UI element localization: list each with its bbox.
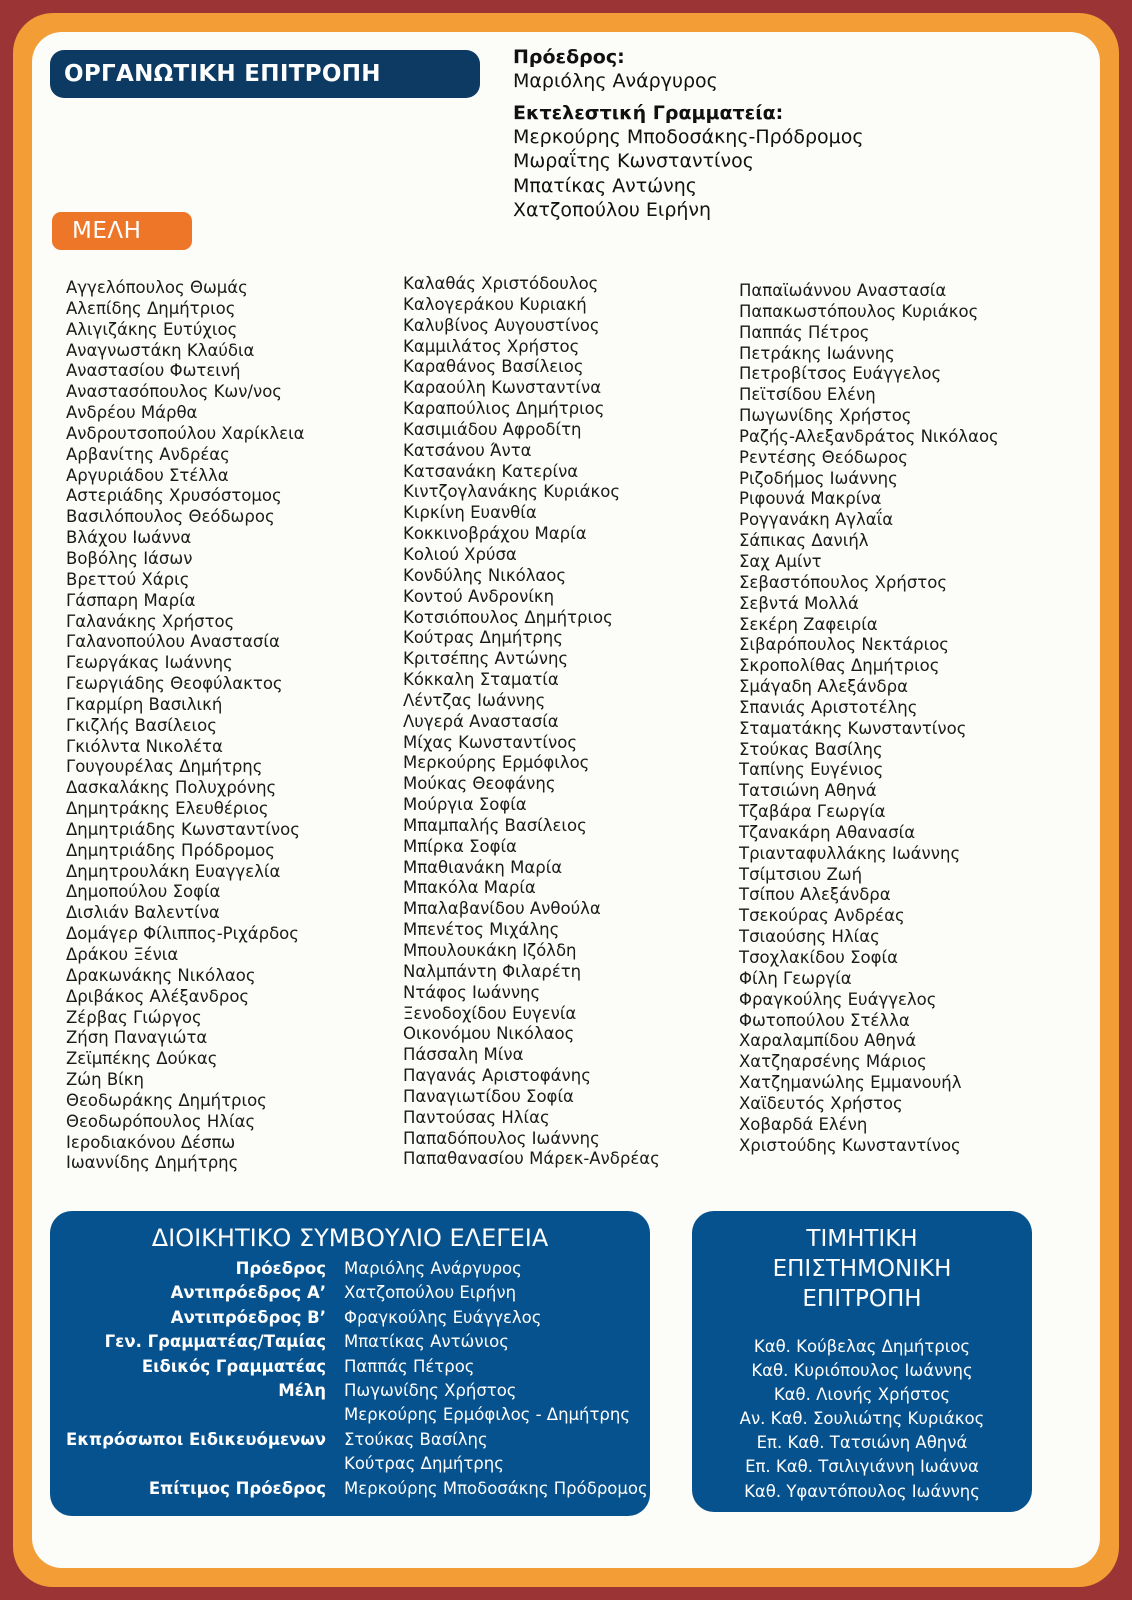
member-name: Ανδρουτσοπούλου Χαρίκλεια [66, 423, 305, 443]
member-name: Δημητρουλάκη Ευαγγελία [66, 861, 281, 881]
member-name: Δρακωνάκης Νικόλαος [66, 965, 256, 985]
member-name: Χατζημανώλης Εμμανουήλ [739, 1073, 962, 1093]
member-name: Γκιόλντα Νικολέτα [66, 736, 223, 756]
secretariat-label: Εκτελεστική Γραμματεία: [513, 101, 784, 124]
board-role: Επίτιμος Πρόεδρος [148, 1478, 326, 1498]
member-name: Μπαμπαλής Βασίλειος [403, 815, 587, 835]
board-row [50, 1428, 650, 1452]
board-row [50, 1306, 650, 1330]
member-name: Τριανταφυλλάκης Ιωάννης [739, 843, 961, 863]
member-name: Κολιού Χρύσα [403, 544, 517, 564]
member-name: Κατσάνου Άντα [403, 440, 532, 460]
member-name: Ιεροδιακόνου Δέσπω [66, 1132, 236, 1152]
member-name: Τατσιώνη Αθηνά [739, 781, 877, 801]
member-name: Ριφουνά Μακρίνα [739, 489, 882, 509]
president-label: Πρόεδρος: [513, 46, 625, 68]
secretariat-list [513, 125, 1013, 223]
member-name: Σεβντά Μολλά [739, 593, 859, 613]
member-name: Παναγιωτίδου Σοφία [403, 1086, 574, 1106]
board-row [50, 1477, 650, 1501]
member-name: Σπανιάς Αριστοτέλης [739, 697, 918, 717]
member-name: Λυγερά Αναστασία [403, 711, 559, 731]
member-name: Σαχ Αμίντ [739, 551, 822, 571]
organizing-committee-info [513, 45, 1013, 223]
member-name: Τσιαούσης Ηλίας [739, 927, 880, 947]
member-name: Παπαθανασίου Μάρεκ-Ανδρέας [403, 1149, 660, 1169]
member-name: Χοβαρδά Ελένη [739, 1114, 868, 1134]
member-name: Ανδρέου Μάρθα [66, 403, 198, 423]
member-name: Αργυριάδου Στέλλα [66, 465, 229, 485]
board-member: Μερκούρης Μποδοσάκης Πρόδρομος [344, 1478, 648, 1498]
member-name: Φίλη Γεωργία [739, 968, 852, 988]
member-name: Πεϊτσίδου Ελένη [739, 385, 876, 405]
scientific-committee-panel [692, 1211, 1032, 1512]
member-name: Χαϊδευτός Χρήστος [739, 1093, 903, 1113]
member-name: Μερκούρης Ερμόφιλος [403, 753, 590, 773]
member-name: Αναστασόπουλος Κων/νος [66, 382, 282, 402]
member-name: Τσίπου Αλεξάνδρα [739, 885, 891, 905]
member-name: Καμμιλάτος Χρήστος [403, 336, 580, 356]
member-name: Καραπούλιος Δημήτριος [403, 399, 605, 419]
member-name: Γάσπαρη Μαρία [66, 590, 196, 610]
scientific-committee-member: Καθ. Υφαντόπουλος Ιωάννης [744, 1481, 980, 1501]
member-name: Αστεριάδης Χρυσόστομος [66, 486, 282, 506]
member-name: Δημητράκης Ελευθέριος [66, 799, 269, 819]
member-name: Σάπικας Δανιήλ [739, 531, 869, 551]
secretariat-member: Μερκούρης Μποδοσάκης-Πρόδρομος [513, 125, 864, 148]
board-row [50, 1355, 650, 1379]
member-name: Σεκέρη Ζαφειρία [739, 614, 878, 634]
member-name: Δράκου Ξένια [66, 945, 179, 964]
member-name: Τζανακάρη Αθανασία [739, 822, 916, 842]
scientific-committee-member: Επ. Καθ. Τσιλιγιάννη Ιωάννα [745, 1457, 979, 1477]
organizing-committee-heading: ΟΡΓΑΝΩΤΙΚΗ ΕΠΙΤΡΟΠΗ [50, 50, 480, 98]
member-name: Βρεττού Χάρις [66, 569, 190, 589]
member-name: Δημοπούλου Σοφία [66, 882, 221, 902]
scientific-committee-list [692, 1335, 1032, 1504]
board-role: Εκπρόσωποι Ειδικευόμενων [66, 1429, 326, 1449]
board-member: Μαριόλης Ανάργυρος [344, 1259, 522, 1278]
member-name: Δασκαλάκης Πολυχρόνης [66, 778, 277, 798]
member-name: Αναστασίου Φωτεινή [66, 361, 241, 381]
board-row [50, 1452, 650, 1476]
board-role: Πρόεδρος [235, 1259, 326, 1278]
member-name: Φωτοπούλου Στέλλα [739, 1010, 910, 1030]
member-name: Παπακωστόπουλος Κυριάκος [739, 301, 979, 321]
member-name: Τζαβάρα Γεωργία [739, 802, 886, 822]
member-name: Μούκας Θεοφάνης [403, 774, 556, 794]
board-member: Μερκούρης Ερμόφιλος - Δημήτρης [344, 1405, 631, 1425]
member-name: Δημητριάδης Πρόδρομος [66, 840, 275, 860]
board-role: Ειδικός Γραμματέας [141, 1356, 326, 1376]
members-column-3 [739, 281, 999, 1156]
member-name: Κοτσιόπουλος Δημήτριος [403, 607, 613, 627]
members-heading: ΜΕΛΗ [52, 212, 192, 250]
member-name: Σεβαστόπουλος Χρήστος [739, 572, 948, 592]
board-role: Γεν. Γραμματέας/Ταμίας [104, 1332, 326, 1352]
member-name: Πάσσαλη Μίνα [403, 1045, 524, 1065]
member-name: Ραζής-Αλεξανδράτος Νικόλαος [739, 426, 999, 446]
member-name: Αρβανίτης Ανδρέας [66, 444, 230, 464]
board-role: Μέλη [278, 1380, 326, 1400]
member-name: Ζεϊμπέκης Δούκας [66, 1049, 218, 1069]
member-name: Αγγελόπουλος Θωμάς [66, 278, 248, 297]
member-name: Ντάφος Ιωάννης [403, 982, 541, 1002]
member-name: Δριβάκος Αλέξανδρος [66, 986, 250, 1006]
member-name: Δημητριάδης Κωνσταντίνος [66, 819, 300, 839]
secretariat-member: Χατζοπούλου Ειρήνη [513, 199, 712, 221]
member-name: Παπαϊωάννου Αναστασία [739, 281, 947, 300]
member-name: Κιντζογλανάκης Κυριάκος [403, 482, 621, 502]
member-name: Κούτρας Δημήτρης [403, 628, 563, 648]
member-name: Παντούσας Ηλίας [403, 1107, 550, 1127]
member-name: Αλιγιζάκης Ευτύχιος [66, 319, 238, 339]
member-name: Δισλιάν Βαλεντίνα [66, 903, 220, 923]
board-row [50, 1257, 650, 1281]
board-panel [50, 1211, 650, 1516]
member-name: Χριστούδης Κωνσταντίνος [739, 1135, 961, 1155]
scientific-committee-title-line: ΕΠΙΤΡΟΠΗ [802, 1286, 922, 1312]
board-member: Μπατίκας Αντώνιος [344, 1332, 509, 1352]
scientific-committee-title-line: ΤΙΜΗΤΙΚΗ [806, 1226, 918, 1252]
member-name: Χαραλαμπίδου Αθηνά [739, 1031, 917, 1051]
member-name: Γαλανοπούλου Αναστασία [66, 632, 280, 652]
member-name: Χατζηαρσένης Μάριος [739, 1052, 927, 1072]
board-title: ΔΙΟΙΚΗΤΙΚΟ ΣΥΜΒΟΥΛΙΟ ΕΛΕΓΕΙΑ [151, 1224, 549, 1252]
member-name: Ζήση Παναγιώτα [66, 1028, 208, 1048]
scientific-committee-title-line: ΕΠΙΣΤΗΜΟΝΙΚΗ [772, 1256, 952, 1282]
board-row [50, 1379, 650, 1403]
member-name: Μπαλαβανίδου Ανθούλα [403, 899, 601, 919]
member-name: Πωγωνίδης Χρήστος [739, 406, 912, 426]
board-role: Αντιπρόεδρος Α’ [170, 1283, 326, 1303]
member-name: Δομάγερ Φίλιππος-Ριχάρδος [66, 924, 299, 944]
member-name: Τσίμτσιου Ζωή [739, 864, 863, 884]
members-column-2 [403, 274, 660, 1170]
member-name: Καλυβίνος Αυγουστίνος [403, 315, 600, 335]
scientific-committee-member: Επ. Καθ. Τατσιώνη Αθηνά [756, 1433, 968, 1453]
member-name: Γκαρμίρη Βασιλική [66, 694, 223, 714]
member-name: Ρογγανάκη Αγλαΐα [739, 510, 894, 530]
member-name: Γαλανάκης Χρήστος [66, 611, 235, 631]
board-member: Πωγωνίδης Χρήστος [344, 1380, 517, 1400]
secretariat-member: Μωραΐτης Κωνσταντίνος [513, 150, 754, 172]
board-row [50, 1403, 650, 1427]
board-role: Αντιπρόεδρος Β’ [170, 1307, 326, 1327]
board-rows [50, 1257, 650, 1501]
member-name: Λέντζας Ιωάννης [403, 690, 546, 710]
member-name: Στούκας Βασίλης [739, 739, 883, 759]
member-name: Πετροβίτσος Ευάγγελος [739, 364, 942, 384]
member-name: Μούργια Σοφία [403, 795, 527, 815]
member-name: Οικονόμου Νικόλαος [403, 1024, 575, 1044]
member-name: Βλάχου Ιωάννα [66, 528, 192, 548]
member-name: Γκιζλής Βασίλειος [66, 715, 217, 735]
member-name: Καλαθάς Χριστόδουλος [403, 274, 599, 293]
member-name: Καραούλη Κωνσταντίνα [403, 378, 602, 398]
member-name: Θεοδωράκης Δημήτριος [66, 1090, 267, 1110]
scientific-committee-member: Καθ. Κούβελας Δημήτριος [753, 1337, 971, 1356]
member-name: Κατσανάκη Κατερίνα [403, 461, 579, 481]
member-name: Παπαδόπουλος Ιωάννης [403, 1128, 600, 1148]
scientific-committee-title [692, 1224, 1032, 1314]
board-member: Παππάς Πέτρος [344, 1356, 475, 1376]
member-name: Μπακόλα Μαρία [403, 878, 536, 898]
member-name: Κριτσέπης Αντώνης [403, 649, 569, 669]
member-name: Κασιμιάδου Αφροδίτη [403, 419, 582, 439]
board-member: Κούτρας Δημήτρης [344, 1454, 504, 1474]
member-name: Καραθάνος Βασίλειος [403, 357, 584, 377]
member-name: Σμάγαδη Αλεξάνδρα [739, 677, 908, 697]
secretariat-member: Μπατίκας Αντώνης [513, 174, 697, 197]
member-name: Κοκκινοβράχου Μαρία [403, 524, 587, 544]
board-row [50, 1281, 650, 1305]
board-member: Χατζοπούλου Ειρήνη [344, 1283, 517, 1303]
member-name: Μπουλουκάκη Ιζόλδη [403, 941, 577, 960]
member-name: Ζέρβας Γιώργος [66, 1007, 202, 1027]
member-name: Φραγκούλης Ευάγγελος [739, 989, 937, 1009]
member-name: Κονδύλης Νικόλαος [403, 565, 567, 585]
member-name: Σκροπολίθας Δημήτριος [739, 656, 940, 676]
member-name: Ζώη Βίκη [66, 1070, 144, 1090]
board-row [50, 1330, 650, 1354]
member-name: Σταματάκης Κωνσταντίνος [739, 718, 967, 738]
member-name: Μπαθιανάκη Μαρία [403, 857, 563, 877]
member-name: Θεοδωρόπουλος Ηλίας [66, 1111, 256, 1131]
member-name: Ιωαννίδης Δημήτρης [66, 1153, 239, 1173]
members-column-1 [66, 278, 305, 1174]
member-name: Καλογεράκου Κυριακή [403, 294, 587, 314]
member-name: Βοβόλης Ιάσων [66, 548, 193, 568]
member-name: Βασιλόπουλος Θεόδωρος [66, 507, 275, 527]
scientific-committee-member: Καθ. Λιονής Χρήστος [773, 1385, 951, 1405]
member-name: Ριζοδήμος Ιωάννης [739, 468, 898, 488]
member-name: Ξενοδοχίδου Ευγενία [403, 1003, 577, 1023]
member-name: Ρεντέσης Θεόδωρος [739, 447, 908, 467]
member-name: Γεωργάκας Ιωάννης [66, 653, 233, 673]
member-name: Γουγουρέλας Δημήτρης [66, 757, 263, 777]
member-name: Κιρκίνη Ευανθία [403, 503, 537, 523]
member-name: Ταπίνης Ευγένιος [739, 760, 884, 780]
member-name: Κόκκαλη Σταματία [403, 670, 559, 690]
member-name: Μίχας Κωνσταντίνος [403, 732, 578, 752]
member-name: Μπίρκα Σοφία [403, 836, 517, 856]
member-name: Γεωργιάδης Θεοφύλακτος [66, 674, 283, 694]
member-name: Τσοχλακίδου Σοφία [739, 948, 898, 967]
member-name: Ναλμπάντη Φιλαρέτη [403, 961, 582, 981]
president-name: Μαριόλης Ανάργυρος [513, 70, 718, 92]
member-name: Αναγνωστάκη Κλαύδια [66, 340, 255, 360]
member-name: Κοντού Ανδρονίκη [403, 586, 555, 606]
member-name: Μπενέτος Μιχάλης [403, 920, 560, 940]
member-name: Παππάς Πέτρος [739, 322, 870, 342]
scientific-committee-member: Καθ. Κυριόπουλος Ιωάννης [751, 1361, 973, 1381]
scientific-committee-member: Αν. Καθ. Σουλιώτης Κυριάκος [739, 1409, 985, 1429]
board-member: Φραγκούλης Ευάγγελος [344, 1307, 542, 1327]
member-name: Πετράκης Ιωάννης [739, 343, 895, 363]
member-name: Παγανάς Αριστοφάνης [403, 1066, 591, 1086]
member-name: Τσεκούρας Ανδρέας [739, 906, 905, 926]
board-member: Στούκας Βασίλης [344, 1429, 488, 1449]
member-name: Αλεπίδης Δημήτριος [66, 298, 236, 318]
member-name: Σιβαρόπουλος Νεκτάριος [739, 635, 949, 655]
